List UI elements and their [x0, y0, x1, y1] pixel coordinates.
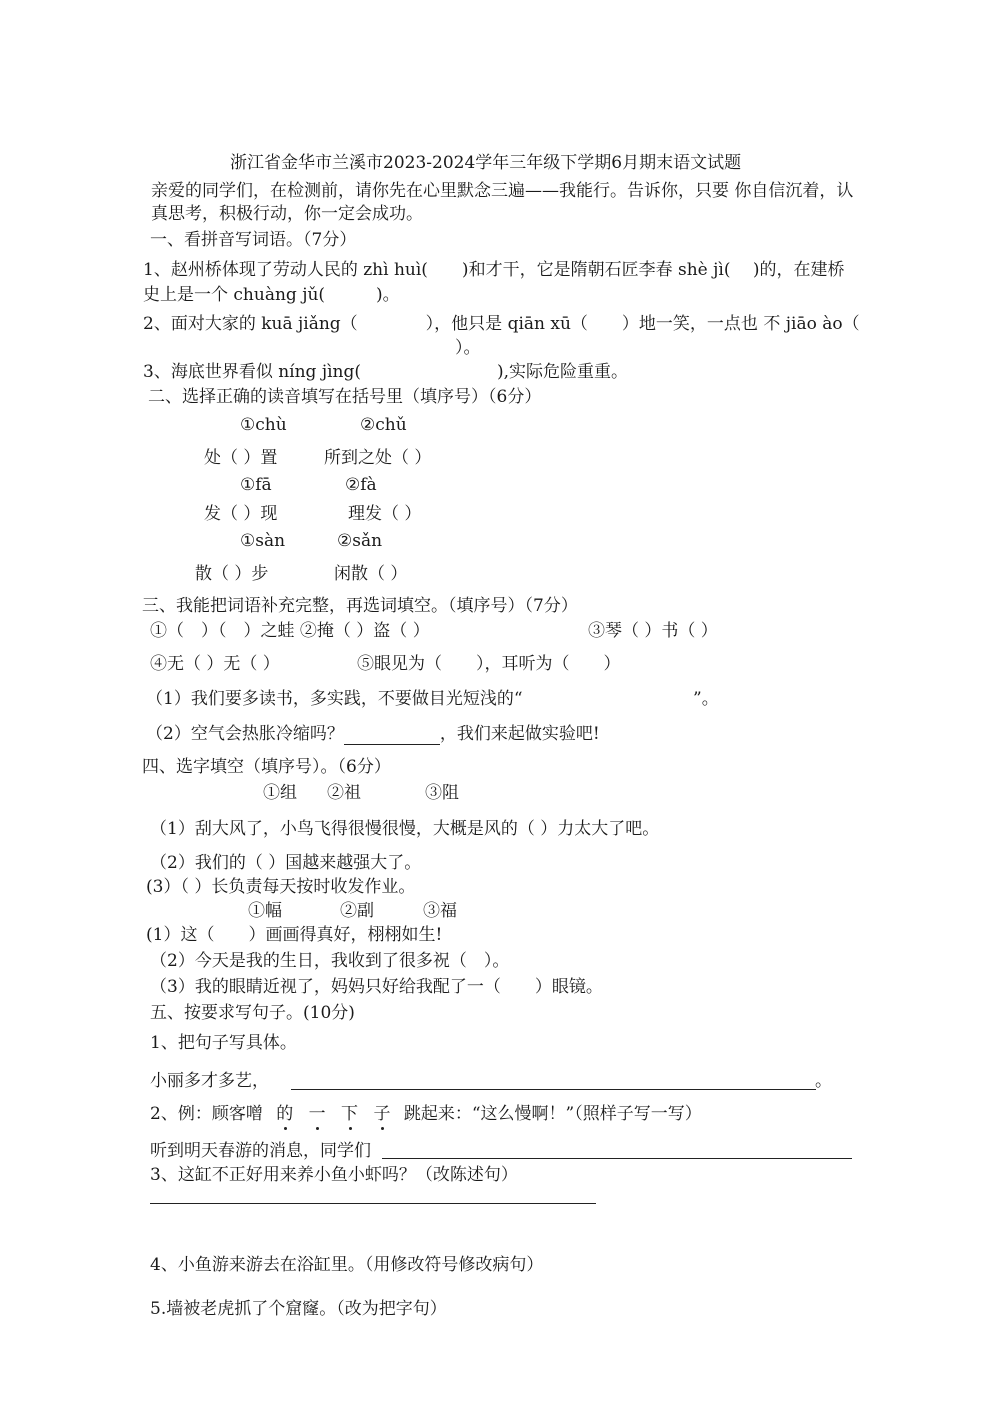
- s5-q2-dotted-char-1: 的: [276, 1104, 294, 1124]
- s3-fill-1-start: （1）我们要多读书，多实践，不要做目光短浅的“: [146, 689, 523, 709]
- s4-b-question-2: （2）今天是我的生日，我收到了很多祝（ ）。: [150, 951, 510, 971]
- s4-option-b1: ①幅: [248, 901, 282, 921]
- section-2-heading: 二、选择正确的读音填写在括号里（填序号）（6分）: [148, 387, 542, 407]
- section-3-heading: 三、我能把词语补充完整，再选词填空。（填序号）（7分）: [142, 596, 578, 616]
- s3-row-1-part-1: ①（ ）（ ）之蛙 ②掩（ ）盗（ ）: [150, 621, 430, 641]
- intro-line-1: 亲爱的同学们，在检测前，请你先在心里默念三遍——我能行。告诉你，只要 你自信沉着，认: [151, 181, 854, 201]
- s2-group-2-word-2: 理发（ ）: [348, 504, 422, 524]
- section-1-heading: 一、看拼音写词语。（7分）: [150, 230, 357, 250]
- s4-a-question-2: （2）我们的（ ）国越来越强大了。: [150, 853, 422, 873]
- s3-row-2-part-1: ④无（ ）无（ ）: [150, 654, 280, 674]
- s1-question-1-line-2: 史上是一个 chuàng jǔ( )。: [143, 285, 400, 305]
- s5-question-3: 3、这缸不正好用来养小鱼小虾吗？（改陈述句）: [150, 1165, 518, 1185]
- s5-q2-dotted-char-3: 下: [341, 1104, 359, 1124]
- s1-question-2-line-1: 2、面对大家的 kuā jiǎng（ ），他只是 qiān xū（ ）地一笑，一点也 不 jiāo ào（: [143, 314, 860, 334]
- s5-q2-dotted-char-4: 子: [373, 1104, 391, 1124]
- s3-fill-2: [146, 723, 600, 745]
- s4-option-2: ②祖: [327, 783, 361, 803]
- s5-question-3-answer-line[interactable]: [150, 1203, 596, 1204]
- s2-group-3-word-1: 散（ ）步: [195, 564, 269, 584]
- s2-group-1-word-2: 所到之处（ ）: [324, 448, 432, 468]
- s3-fill-2-blank[interactable]: [344, 726, 440, 745]
- s4-a-question-3: (3）（ ）长负责每天按时收发作业。: [146, 877, 416, 897]
- s4-option-b3: ③福: [423, 901, 457, 921]
- s1-question-2-line-2: ）。: [455, 338, 481, 358]
- s1-question-1-line-1: 1、赵州桥体现了劳动人民的 zhì huì( )和才干，它是隋朝石匠李春 shè jì( )的，在建桥: [143, 260, 845, 280]
- s5-question-1-answer-line[interactable]: [291, 1089, 816, 1090]
- section-5-heading: 五、按要求写句子。(10分): [150, 1003, 355, 1023]
- section-4-heading: 四、选字填空（填序号）。（6分）: [142, 757, 391, 777]
- s4-b-question-3: （3）我的眼睛近视了，妈妈只好给我配了一（ ）眼镜。: [150, 977, 603, 997]
- s4-option-3: ③阻: [425, 783, 459, 803]
- s5-q2-suffix: 跳起来：“这么慢啊！”（照样子写一写）: [403, 1104, 702, 1124]
- s3-fill-2-start: （2）空气会热胀冷缩吗？: [146, 724, 344, 744]
- s4-option-1: ①组: [263, 783, 297, 803]
- s5-q2-dotted-char-2: 一: [308, 1104, 326, 1124]
- s2-group-2-option-1: ①fā: [240, 475, 272, 495]
- s5-q2-prefix: 2、例：顾客噌: [150, 1104, 263, 1124]
- s5-question-5: 5.墙被老虎抓了个窟窿。（改为把字句）: [150, 1299, 447, 1319]
- s2-group-2-word-1: 发（ ）现: [204, 504, 278, 524]
- s3-fill-1-end: ”。: [693, 689, 719, 709]
- s4-a-question-1: （1）刮大风了，小鸟飞得很慢很慢，大概是风的（ ）力太大了吧。: [150, 819, 660, 839]
- s3-row-1-part-2: ③琴（ ）书（ ）: [588, 621, 718, 641]
- s2-group-3-word-2: 闲散（ ）: [334, 564, 408, 584]
- page-title: 浙江省金华市兰溪市2023-2024学年三年级下学期6月期末语文试题: [230, 153, 742, 173]
- intro-line-2: 真思考，积极行动，你一定会成功。: [151, 204, 423, 224]
- s2-group-1-word-1: 处（ ）置: [204, 448, 278, 468]
- s3-fill-2-end: ，我们来起做实验吧!: [439, 724, 600, 744]
- s2-group-1-option-2: ②chǔ: [360, 415, 407, 435]
- s3-row-2-part-2: ⑤眼见为（ ），耳听为（ ）: [357, 654, 621, 674]
- s5-question-2-example: [150, 1103, 702, 1125]
- s2-group-2-option-2: ②fà: [345, 475, 377, 495]
- s5-question-1: 1、把句子写具体。: [150, 1033, 297, 1053]
- s4-option-b2: ②副: [340, 901, 374, 921]
- s5-question-1-sentence-start: 小丽多才多艺，: [150, 1071, 269, 1091]
- s5-question-1-sentence-end: 。: [815, 1071, 832, 1091]
- s5-question-4: 4、小鱼游来游去在浴缸里。（用修改符号修改病句）: [150, 1255, 544, 1275]
- s5-question-2-answer-line[interactable]: [382, 1158, 852, 1159]
- s4-b-question-1: (1）这（ ）画画得真好，栩栩如生!: [146, 925, 443, 945]
- s2-group-3-option-1: ①sàn: [240, 531, 286, 551]
- s5-question-2-sentence-start: 听到明天春游的消息，同学们: [150, 1141, 371, 1161]
- s2-group-3-option-2: ②sǎn: [337, 531, 383, 551]
- s1-question-3: 3、海底世界看似 níng jìng( ),实际危险重重。: [143, 362, 629, 382]
- s2-group-1-option-1: ①chù: [240, 415, 287, 435]
